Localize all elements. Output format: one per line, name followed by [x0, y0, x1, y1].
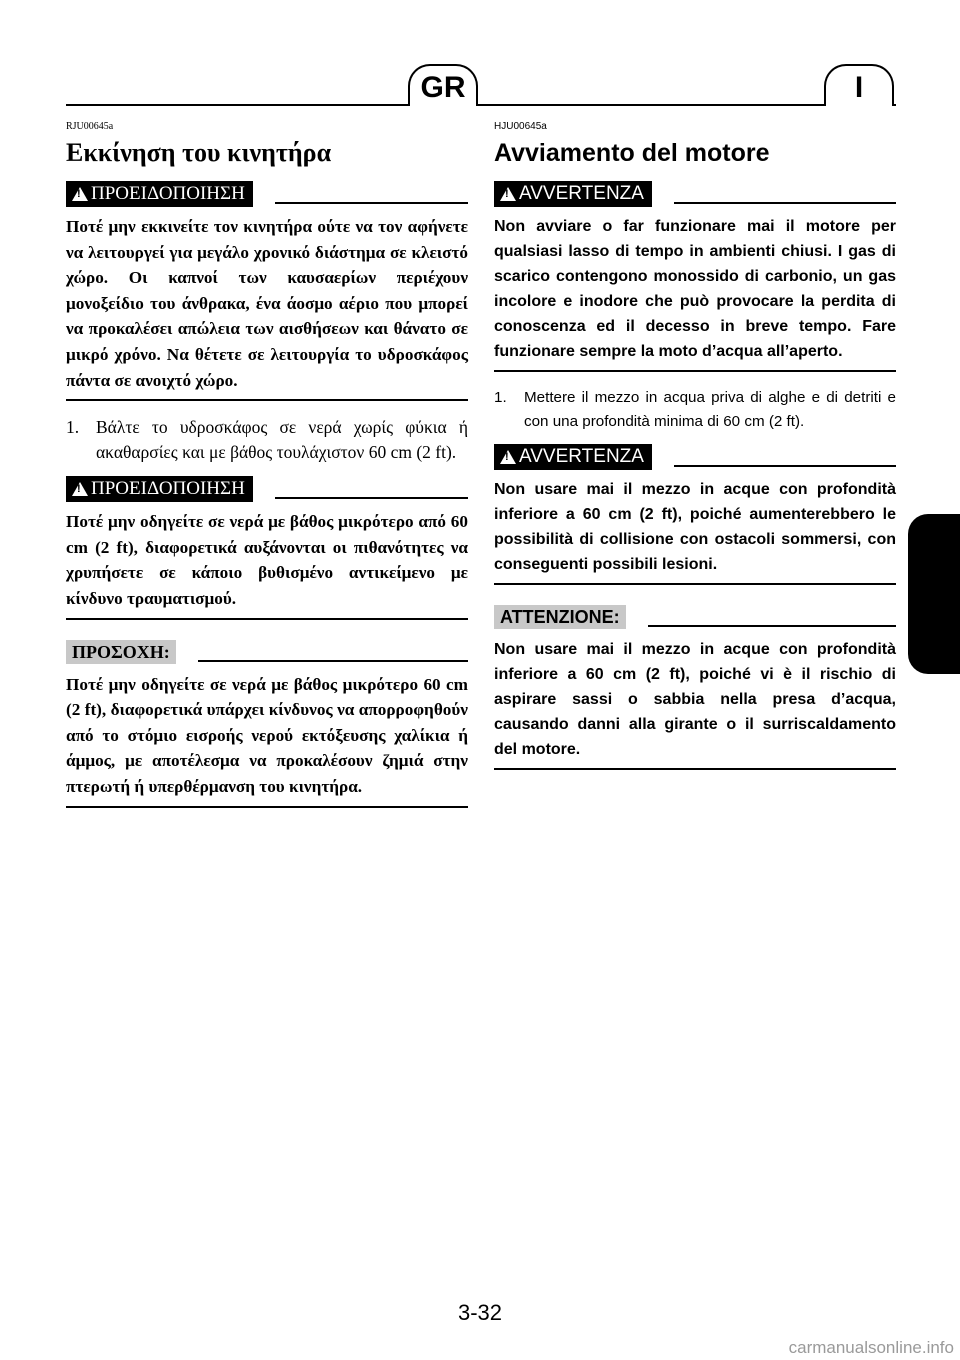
warning-end-rule: [66, 399, 468, 401]
warning-rule: [275, 497, 468, 499]
site-watermark: carmanualsonline.info: [788, 1338, 954, 1357]
warning-badge: [66, 181, 253, 207]
warning-end-rule: [494, 583, 896, 585]
warning-header: [494, 443, 896, 471]
warning-end-rule: [66, 618, 468, 620]
warning-triangle-icon: [72, 187, 88, 201]
caution-header: [66, 638, 468, 666]
step-text: Βάλτε το υδροσκάφος σε νερά χωρίς φύκια ή ακαθαρσίες και με βάθος τουλάχιστον 60 cm (2 ft).: [96, 417, 468, 463]
caution-end-rule: [494, 768, 896, 770]
warning-label: AVVERTENZA: [519, 183, 644, 204]
warning-triangle-icon: [500, 450, 516, 464]
caution-rule: [648, 625, 896, 627]
caution-end-rule: [66, 806, 468, 808]
section-title: Εκκίνηση του κινητήρα: [66, 138, 332, 167]
warning-label: AVVERTENZA: [519, 446, 644, 467]
caution-badge: ATTENZIONE:: [494, 605, 626, 629]
caution-text: Ποτέ μην οδηγείτε σε νερά με βάθος μικρότερο 60 cm (2 ft), διαφορετικά υπάρχει κίνδυνος να απορροφηθούν από το στόμιο εισροής νερού εκτόξευσης χαλίκια ή άμμος, με αποτέλεσμα να προκαλέσουν ζημιά στην πτερωτή ή υπερθέρμανση του κινητήρα.: [66, 674, 468, 796]
caution-header: [494, 603, 896, 631]
warning-header: [494, 180, 896, 208]
warning-text: Non avviare o far funzionare mai il motore per qualsiasi lasso di tempo in ambienti chiusi. I gas di scarico contengono monossido di carbonio, un gas incolore e inodore che può provocare la perdita di conoscenza ed il decesso in breve tempo. Fare funzionare sempre la moto d’acqua all’aperto.: [494, 218, 896, 360]
step-text: Mettere il mezzo in acqua priva di alghe e di detriti e con una profondità minima di 60 cm (2 ft).: [524, 389, 896, 430]
step-item: [494, 386, 896, 433]
caution-rule: [198, 660, 468, 662]
warning-header: [66, 475, 468, 503]
warning-rule: [674, 465, 896, 467]
step-number: 1.: [494, 389, 507, 406]
language-tab-i: I: [824, 64, 894, 106]
greek-column: [66, 120, 468, 808]
warning-badge: [66, 476, 253, 502]
warning-text: Non usare mai il mezzo in acque con profondità inferiore a 60 cm (2 ft), poiché aumenterebbero le possibilità di collisione con ostacoli sommersi, con conseguenti possibili lesioni.: [494, 481, 896, 573]
language-tab-gr: GR: [408, 64, 478, 106]
warning-rule: [674, 202, 896, 204]
chapter-thumb-tab: [908, 514, 960, 674]
page-number: 3-32: [457, 1300, 503, 1325]
warning-badge: [494, 444, 652, 470]
warning-label: ΠΡΟΕΙΔΟΠΟΙΗΣΗ: [91, 478, 245, 500]
section-code: RJU00645a: [66, 121, 114, 132]
warning-triangle-icon: [72, 482, 88, 496]
italian-column: [494, 120, 896, 770]
warning-text: Ποτέ μην οδηγείτε σε νερά με βάθος μικρότερο από 60 cm (2 ft), διαφορετικά αυξάνονται οι πιθανότητες να χρυπήσετε σε κάποιο βυθισμένο αντικείμενο με κίνδυνο τραυματισμού.: [66, 512, 468, 608]
warning-header: [66, 180, 468, 208]
caution-text: Non usare mai il mezzo in acque con profondità inferiore a 60 cm (2 ft), poiché vi è il rischio di aspirare sassi o sabbia nella presa d’acqua, causando danni alla girante o il surriscaldamento del motore.: [494, 641, 896, 758]
warning-end-rule: [494, 370, 896, 372]
section-code: HJU00645a: [494, 121, 547, 132]
section-title: Avviamento del motore: [494, 139, 770, 167]
step-item: [66, 415, 468, 465]
warning-triangle-icon: [500, 187, 516, 201]
caution-badge: ΠΡΟΣΟΧΗ:: [66, 640, 176, 664]
header-rule: [66, 104, 896, 106]
step-number: 1.: [66, 417, 80, 438]
warning-text: Ποτέ μην εκκινείτε τον κινητήρα ούτε να τον αφήνετε να λειτουργεί για μεγάλο χρονικό διάστημα σε κλειστό χώρο. Οι καπνοί των καυσαερίων περιέχουν μονοξείδιο του άνθρακα, ένα άοσμο αέριο που μπορεί να προκαλέσει απώλεια των αισθήσεων και θάνατο σε μικρό χρόνο. Να θέτετε σε λειτουργία το υδροσκάφος πάντα σε ανοιχτό χώρο.: [66, 217, 468, 390]
warning-label: ΠΡΟΕΙΔΟΠΟΙΗΣΗ: [91, 183, 245, 204]
warning-badge: [494, 181, 652, 207]
warning-rule: [275, 202, 468, 204]
